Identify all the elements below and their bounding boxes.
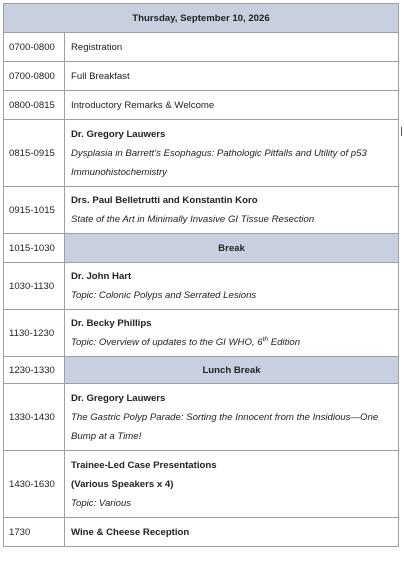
session-cell xyxy=(65,310,399,357)
session-cell xyxy=(65,263,399,310)
table-row xyxy=(4,310,399,357)
table-row xyxy=(4,91,399,120)
table-row xyxy=(4,33,399,62)
time-cell: 1230-1330 xyxy=(4,357,65,384)
session-cell xyxy=(65,120,399,187)
edition-superscript: th xyxy=(262,335,269,343)
schedule-header-row xyxy=(4,4,399,33)
session-cell xyxy=(65,187,399,234)
schedule-date-header: Thursday, September 10, 2026 xyxy=(4,4,399,33)
time-cell: 0915-1015 xyxy=(4,187,65,234)
session-cell xyxy=(65,384,399,451)
event-cell: Full Breakfast xyxy=(65,62,399,91)
time-cell: 0800-0815 xyxy=(4,91,65,120)
speaker-name: Drs. Paul Belletrutti and Konstantin Koro xyxy=(71,195,258,206)
time-cell: 0700-0800 xyxy=(4,33,65,62)
talk-title-continued: Bump at a Time! xyxy=(71,430,142,442)
talk-title-end: Edition xyxy=(268,337,301,348)
table-row xyxy=(4,384,399,451)
talk-title: The Gastric Polyp Parade: Sorting the Innocent from the Insidious—One xyxy=(71,411,379,423)
session-cell xyxy=(65,451,399,518)
talk-title: Dysplasia in Barrett’s Esophagus: Pathologic Pitfalls and Utility of p53 xyxy=(71,147,367,159)
speaker-name: Dr. Gregory Lauwers xyxy=(71,392,166,404)
break-row xyxy=(4,234,399,263)
time-cell: 1730 xyxy=(4,518,65,547)
table-row xyxy=(4,518,399,547)
event-cell: Wine & Cheese Reception xyxy=(65,518,399,547)
session-title: Trainee-Led Case Presentations xyxy=(71,459,217,471)
time-cell: 1430-1630 xyxy=(4,451,65,518)
time-cell: 1030-1130 xyxy=(4,263,65,310)
talk-title: Topic: Various xyxy=(71,497,132,509)
table-row xyxy=(4,62,399,91)
table-row xyxy=(4,187,399,234)
speaker-name: Dr. Becky Phillips xyxy=(71,318,152,329)
table-row xyxy=(4,120,399,187)
time-cell: 1130-1230 xyxy=(4,310,65,357)
time-cell: 1015-1030 xyxy=(4,234,65,263)
table-row xyxy=(4,263,399,310)
talk-title: State of the Art in Minimally Invasive GI Tissue Resection xyxy=(71,214,315,225)
time-cell: 0700-0800 xyxy=(4,62,65,91)
event-cell: Registration xyxy=(65,33,399,62)
talk-title: Topic: Colonic Polyps and Serrated Lesions xyxy=(71,290,257,301)
talk-title xyxy=(71,333,392,352)
break-label: Lunch Break xyxy=(65,357,399,384)
time-cell: 1330-1430 xyxy=(4,384,65,451)
talk-title-text: Topic: Overview of updates to the GI WHO, 6 xyxy=(71,337,263,348)
session-speakers: (Various Speakers x 4) xyxy=(71,478,174,490)
speaker-name: Dr. Gregory Lauwers xyxy=(71,128,166,140)
event-cell: Introductory Remarks & Welcome xyxy=(65,91,399,120)
break-row xyxy=(4,357,399,384)
text-cursor-mark xyxy=(401,127,402,136)
schedule-table xyxy=(3,3,399,547)
break-label: Break xyxy=(65,234,399,263)
time-cell: 0815-0915 xyxy=(4,120,65,187)
table-row xyxy=(4,451,399,518)
speaker-name: Dr. John Hart xyxy=(71,271,132,282)
talk-title-continued: Immunohistochemistry xyxy=(71,166,167,178)
